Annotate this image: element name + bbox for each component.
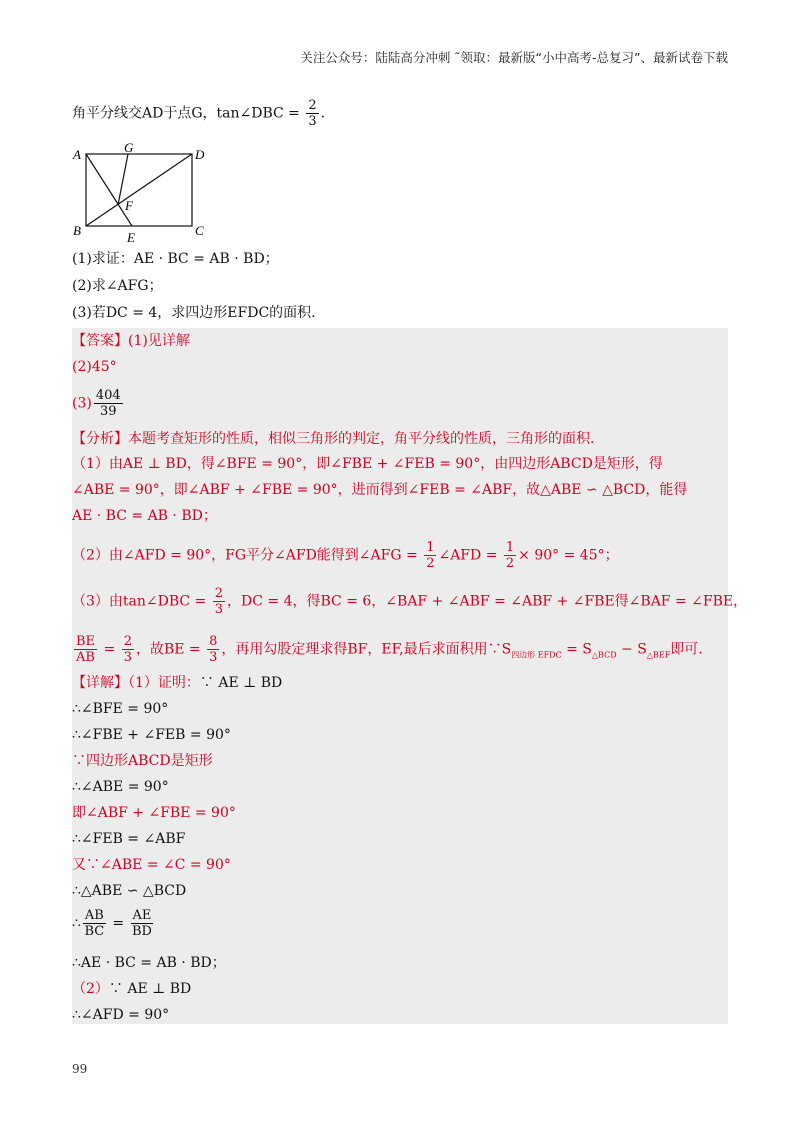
detail-l10: ∴AE · BC = AB · BD；	[72, 955, 226, 971]
diagonal-bd	[86, 154, 192, 226]
answer-3-fraction: $\frac{404}{39}$	[95, 388, 121, 419]
analysis-p1b: ∠ABE = 90°，即∠ABF + ∠FBE = 90°，进而得到∠FEB = ∠ABF，故△ABE ∽ △BCD，能得	[72, 482, 688, 498]
question-2: (2)求∠AFG；	[72, 278, 163, 294]
detail-l1: ∴∠BFE = 90°	[72, 701, 169, 717]
detail-l6: ∴∠FEB = ∠ABF	[72, 831, 186, 847]
detail-l4: ∴∠ABE = 90°	[72, 779, 169, 795]
answer-3: (3) $\frac{404}{39}$	[72, 388, 121, 419]
analysis-p1c: AE · BC = AB · BD；	[72, 508, 217, 524]
page-header: 关注公众号：陆陆高分冲刺 ˜领取：最新版“小中高考-总复习”、最新试卷下载	[300, 50, 728, 65]
label-c: C	[195, 223, 204, 238]
detail-l11: （2）∵ AE ⊥ BD	[72, 981, 192, 997]
detail-l9: ∴ $\frac{AB}{BC}$ = $\frac{AE}{BD}$	[72, 908, 152, 939]
analysis-title: 【分析】本题考查矩形的性质，相似三角形的判定，角平分线的性质，三角形的面积.	[72, 431, 595, 447]
analysis-p3: （3）由tan∠DBC = $\frac{2}{3}$ ，DC = 4，得BC = 6，∠BAF + ∠ABF = ∠ABF + ∠FBE得∠BAF = ∠FBE，	[72, 586, 748, 617]
answer-label: 【答案】(1)见详解	[72, 333, 190, 349]
intro-text: 角平分线交AD于点G，tan∠DBC =	[72, 105, 305, 122]
question-1: (1)求证：AE · BC = AB · BD；	[72, 251, 279, 267]
detail-l12: ∴∠AFD = 90°	[72, 1007, 170, 1023]
label-f: F	[125, 198, 133, 213]
label-d: D	[195, 147, 205, 162]
detail-l7: 又∵∠ABE = ∠C = 90°	[72, 857, 231, 873]
intro-line: 角平分线交AD于点G，tan∠DBC = $\frac{2}{3}$ .	[72, 98, 326, 129]
label-g: G	[124, 142, 134, 155]
analysis-p4: $\frac{BE}{AB}$ = $\frac{2}{3}$ ，故BE = $\frac{8}{3}$ ，再用勾股定理求得BF，EF,最后求面积用$\because S_{四边形 EFDC} = S_{\triangle BCD} - S_{\triangle BEF}$即可.	[76, 634, 703, 665]
question-3: (3)若DC = 4，求四边形EFDC的面积.	[72, 305, 316, 321]
label-e: E	[127, 230, 135, 245]
answer-2: (2)45°	[72, 359, 117, 375]
label-a: A	[73, 147, 81, 162]
label-b: B	[73, 223, 81, 238]
page-number: 99	[72, 1062, 88, 1076]
analysis-p1a: （1）由AE ⊥ BD，得∠BFE = 90°，即∠FBE + ∠FEB = 90°，由四边形ABCD是矩形，得	[72, 456, 663, 472]
segment-ae	[86, 154, 132, 226]
tan-fraction: $\frac{2}{3}$	[308, 98, 317, 129]
detail-head: 【详解】（1）证明：∵ AE ⊥ BD	[72, 675, 283, 691]
geometry-figure	[70, 142, 210, 248]
detail-l3: ∵四边形ABCD是矩形	[72, 753, 213, 769]
analysis-p2: （2）由∠AFD = 90°，FG平分∠AFD能得到∠AFG = $\frac{1}{2}$ ∠AFD = $\frac{1}{2}$ × 90° = 45°；	[72, 540, 619, 571]
detail-l5: 即∠ABF + ∠FBE = 90°	[72, 805, 236, 821]
detail-l2: ∴∠FBE + ∠FEB = 90°	[72, 727, 231, 743]
detail-l8: ∴△ABE ∽ △BCD	[72, 883, 187, 899]
